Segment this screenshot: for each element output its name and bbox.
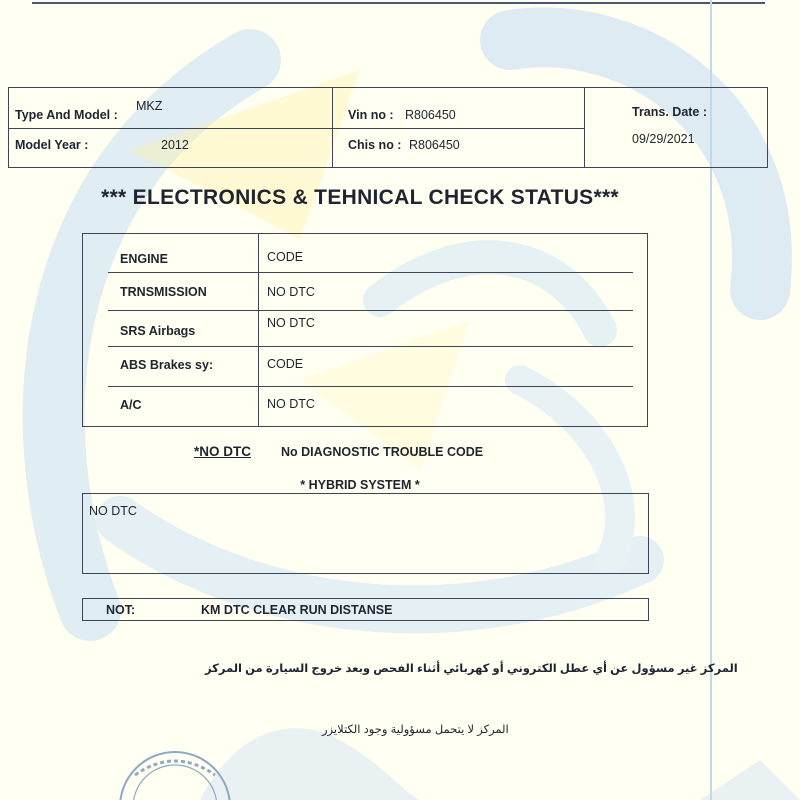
- arabic-disclaimer: المركز غير مسؤول عن أي عطل الكتروني أو كهربائي أثناء الفحص وبعد خروج السيارة من المركز: [205, 663, 738, 675]
- arabic-catalyst-note: المركز لا يتحمل مسؤولية وجود الكتلايزر: [322, 724, 509, 736]
- trans-date-label: Trans. Date :: [632, 105, 708, 119]
- chis-value: R806450: [409, 138, 460, 152]
- check-status-abs-brakes: CODE: [267, 357, 304, 371]
- check-status-srs-airbags: NO DTC: [267, 316, 315, 330]
- note-text: KM DTC CLEAR RUN DISTANSE: [201, 603, 393, 617]
- vehicle-info-box: [8, 87, 768, 168]
- legend-meaning: No DIAGNOSTIC TROUBLE CODE: [281, 445, 484, 459]
- center-stamp: [90, 745, 260, 800]
- check-status-engine: CODE: [267, 250, 304, 264]
- top-rule: [32, 2, 765, 4]
- trans-date-value: 09/29/2021: [632, 132, 695, 146]
- check-label-abs-brakes: ABS Brakes sy:: [120, 358, 214, 372]
- model-year-label: Model Year :: [15, 138, 89, 152]
- chis-label: Chis no :: [348, 138, 402, 152]
- model-year-value: 2012: [161, 138, 189, 152]
- hybrid-system-box: [82, 493, 649, 574]
- hybrid-status: NO DTC: [89, 504, 137, 518]
- vin-label: Vin no :: [348, 108, 394, 122]
- page-title: *** ELECTRONICS & TEHNICAL CHECK STATUS***: [101, 186, 619, 209]
- check-status-ac: NO DTC: [267, 397, 315, 411]
- type-model-label: Type And Model :: [15, 108, 118, 122]
- type-model-value: MKZ: [136, 99, 163, 113]
- check-label-engine: ENGINE: [120, 252, 168, 266]
- check-status-transmission: NO DTC: [267, 285, 315, 299]
- check-label-srs-airbags: SRS Airbags: [120, 324, 196, 338]
- legend-term: *NO DTC: [194, 444, 251, 459]
- check-label-ac: A/C: [120, 398, 142, 412]
- hybrid-heading: * HYBRID SYSTEM *: [300, 478, 420, 492]
- check-label-transmission: TRNSMISSION: [120, 285, 207, 299]
- note-box: [82, 598, 649, 621]
- note-label: NOT:: [106, 603, 136, 617]
- check-status-table: [82, 233, 648, 427]
- vin-value: R806450: [405, 108, 456, 122]
